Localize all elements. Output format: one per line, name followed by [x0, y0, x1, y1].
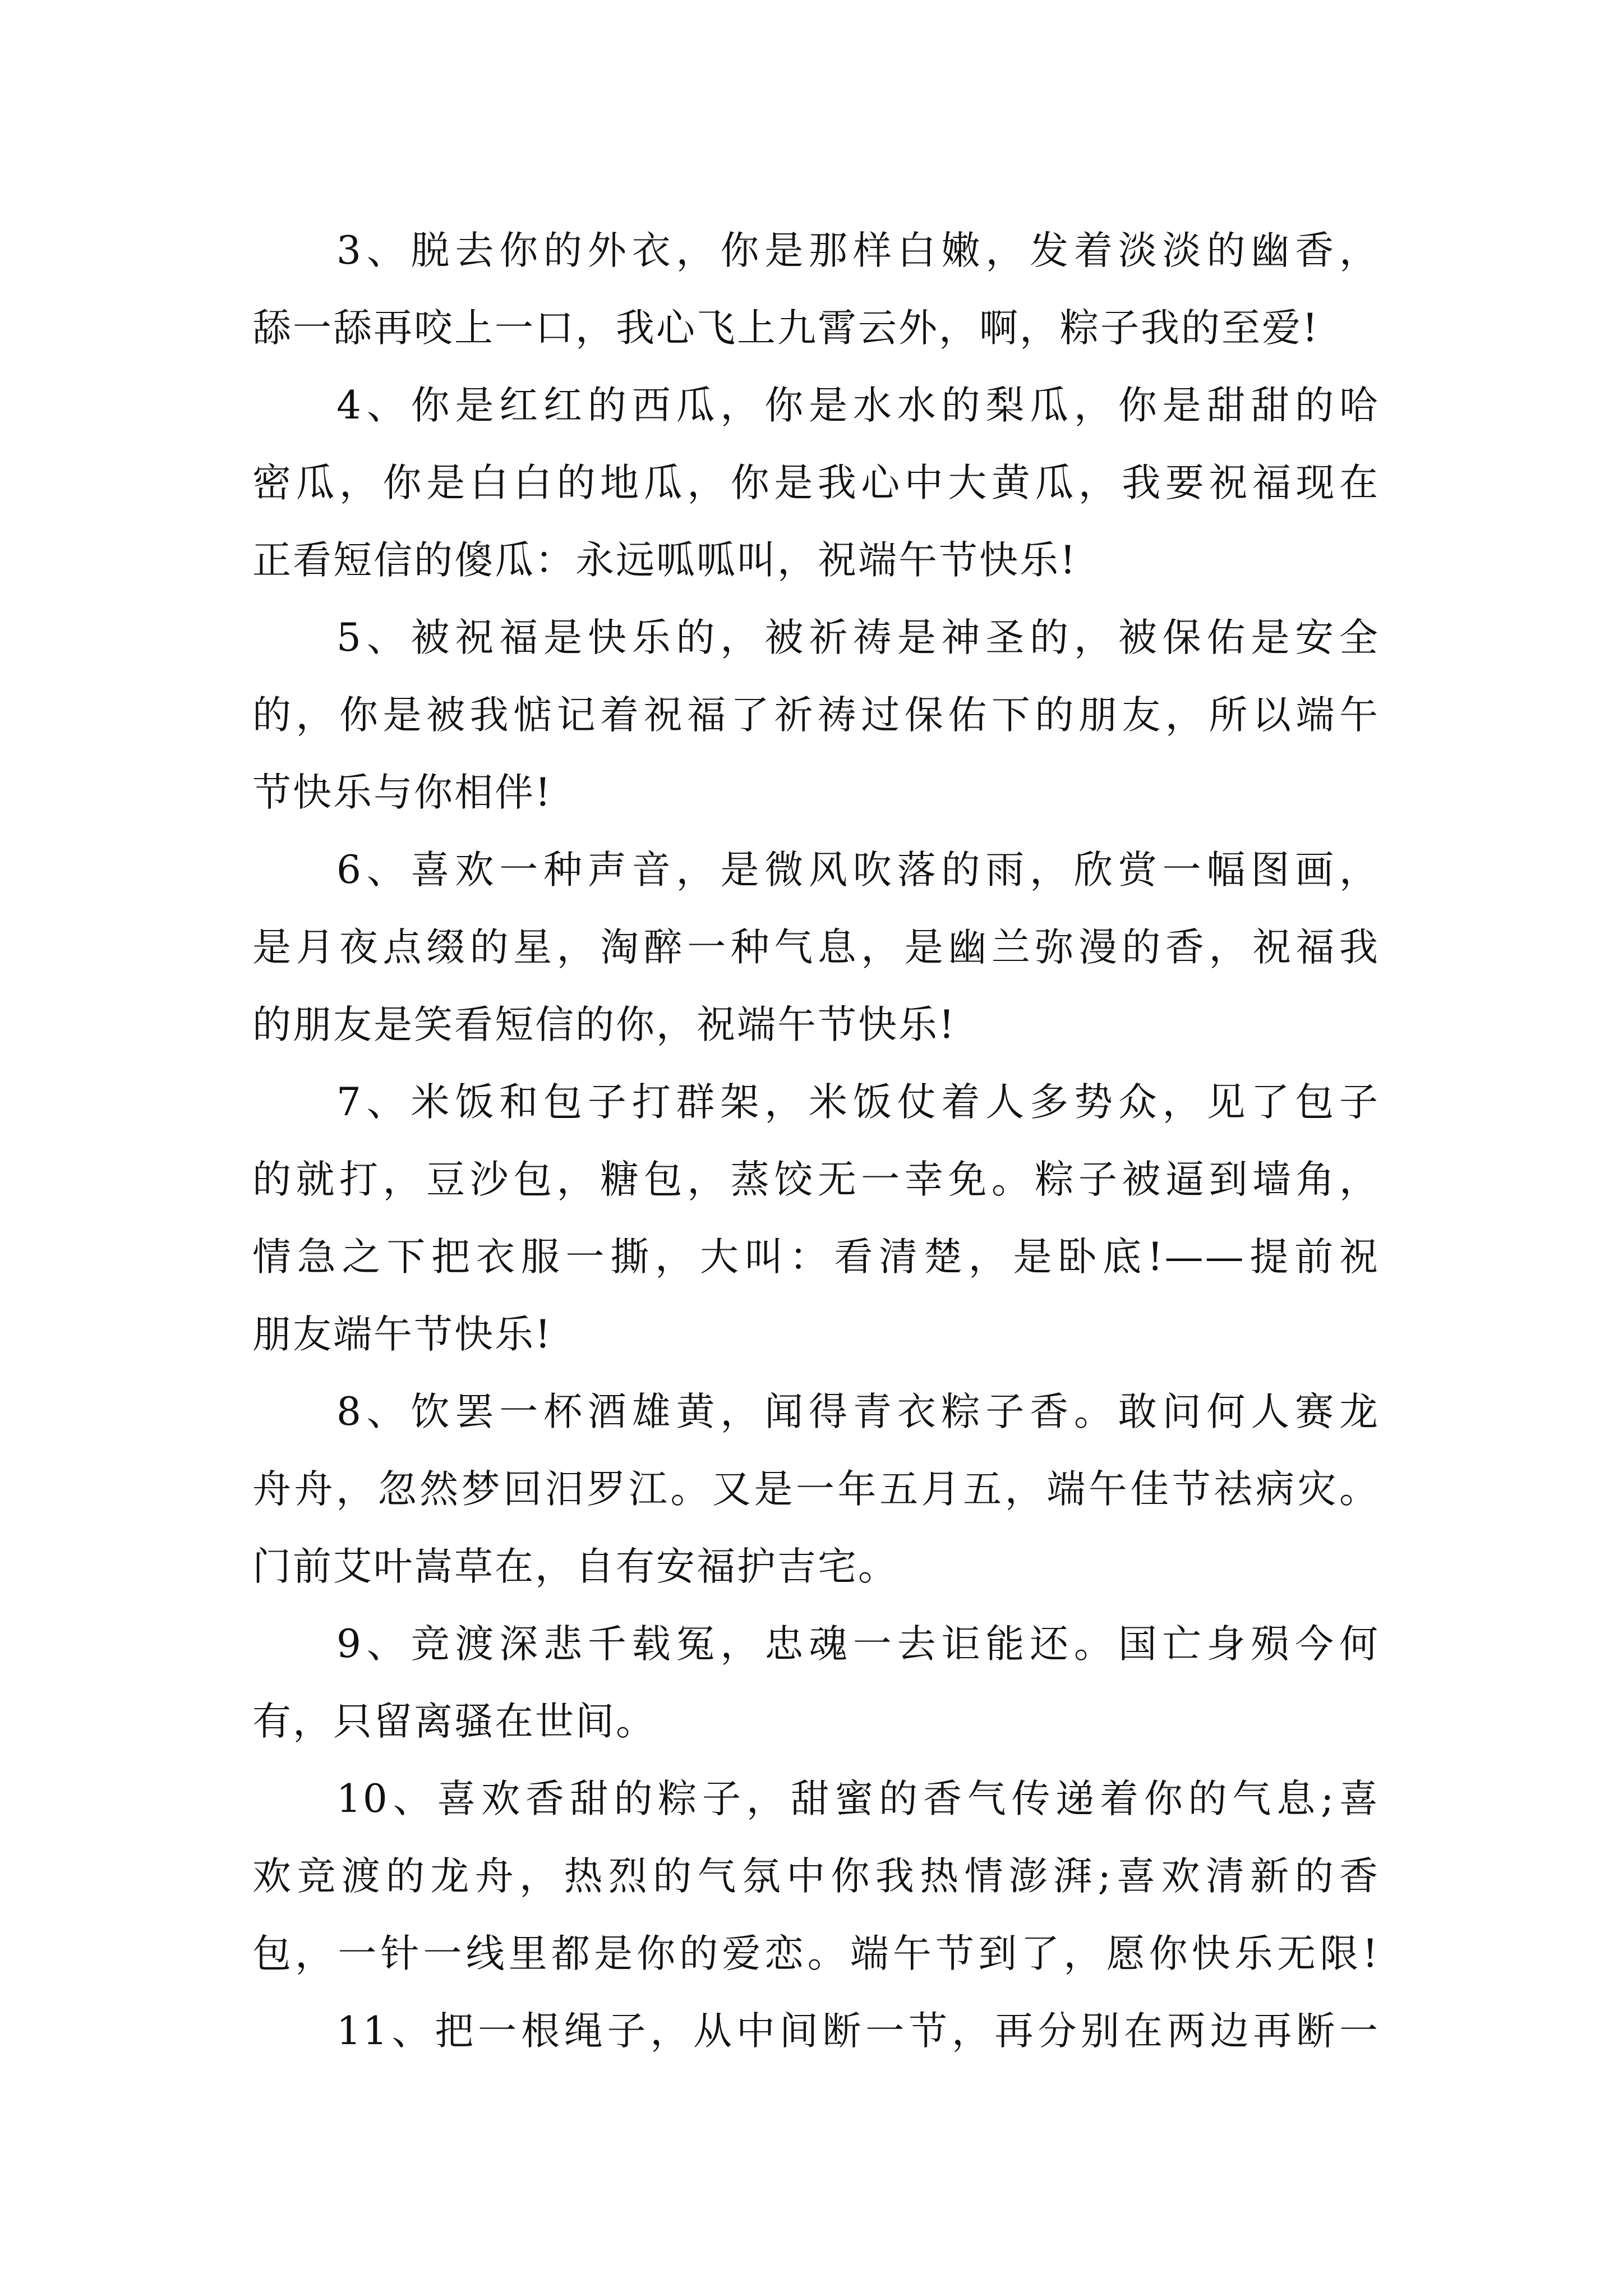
paragraph-8: [252, 1373, 1380, 1605]
paragraph-line: 门前艾叶嵩草在，自有安福护吉宅。: [252, 1544, 898, 1589]
paragraph-line: 8、饮罢一杯酒雄黄，闻得青衣粽子香。敢问何人赛龙: [336, 1389, 1380, 1434]
paragraph-line: 4、你是红红的西瓜，你是水水的梨瓜，你是甜甜的哈: [336, 383, 1380, 428]
paragraph-line: 舟舟，忽然梦回汨罗江。又是一年五月五，端午佳节祛病灾。: [252, 1467, 1380, 1512]
paragraph-line: 朋友端午节快乐!: [252, 1312, 552, 1357]
paragraph-line: 10、喜欢香甜的粽子，甜蜜的香气传递着你的气息;喜: [336, 1777, 1380, 1821]
paragraph-line: 包，一针一线里都是你的爱恋。端午节到了，愿你快乐无限!: [252, 1931, 1380, 1976]
document-body: [252, 212, 1380, 2070]
paragraph-7: [252, 1064, 1380, 1373]
paragraph-4: [252, 367, 1380, 599]
paragraph-11: [252, 1993, 1380, 2070]
paragraph-line: 节快乐与你相伴!: [252, 770, 552, 815]
paragraph-line: 7、米饭和包子打群架，米饭仗着人多势众，见了包子: [336, 1080, 1380, 1125]
paragraph-6: [252, 831, 1380, 1064]
paragraph-3: [252, 212, 1380, 367]
paragraph-line: 9、竞渡深悲千载冤，忠魂一去讵能还。国亡身殒今何: [336, 1622, 1380, 1667]
paragraph-5: [252, 599, 1380, 831]
paragraph-line: 密瓜，你是白白的地瓜，你是我心中大黄瓜，我要祝福现在: [252, 461, 1380, 505]
paragraph-10: [252, 1760, 1380, 1993]
paragraph-line: 6、喜欢一种声音，是微风吹落的雨，欣赏一幅图画，: [336, 848, 1380, 892]
paragraph-line: 的朋友是笑看短信的你，祝端午节快乐!: [252, 1002, 956, 1047]
paragraph-line: 是月夜点缀的星，淘醉一种气息，是幽兰弥漫的香，祝福我: [252, 925, 1380, 970]
paragraph-line: 正看短信的傻瓜：永远呱呱叫，祝端午节快乐!: [252, 538, 1077, 583]
paragraph-line: 情急之下把衣服一撕，大叫：看清楚，是卧底!——提前祝: [252, 1235, 1380, 1280]
paragraph-line: 11、把一根绳子，从中间断一节，再分别在两边再断一: [336, 2009, 1380, 2054]
paragraph-line: 舔一舔再咬上一口，我心飞上九霄云外，啊，粽子我的至爱!: [252, 306, 1320, 351]
paragraph-line: 有，只留离骚在世间。: [252, 1699, 656, 1744]
paragraph-line: 的，你是被我惦记着祝福了祈祷过保佑下的朋友，所以端午: [252, 693, 1380, 738]
paragraph-line: 欢竞渡的龙舟，热烈的气氛中你我热情澎湃;喜欢清新的香: [252, 1854, 1380, 1899]
paragraph-9: [252, 1605, 1380, 1760]
paragraph-line: 的就打，豆沙包，糖包，蒸饺无一幸免。粽子被逼到墙角，: [252, 1157, 1380, 1202]
paragraph-line: 5、被祝福是快乐的，被祈祷是神圣的，被保佑是安全: [336, 615, 1380, 660]
paragraph-line: 3、脱去你的外衣，你是那样白嫩，发着淡淡的幽香，: [336, 228, 1380, 273]
